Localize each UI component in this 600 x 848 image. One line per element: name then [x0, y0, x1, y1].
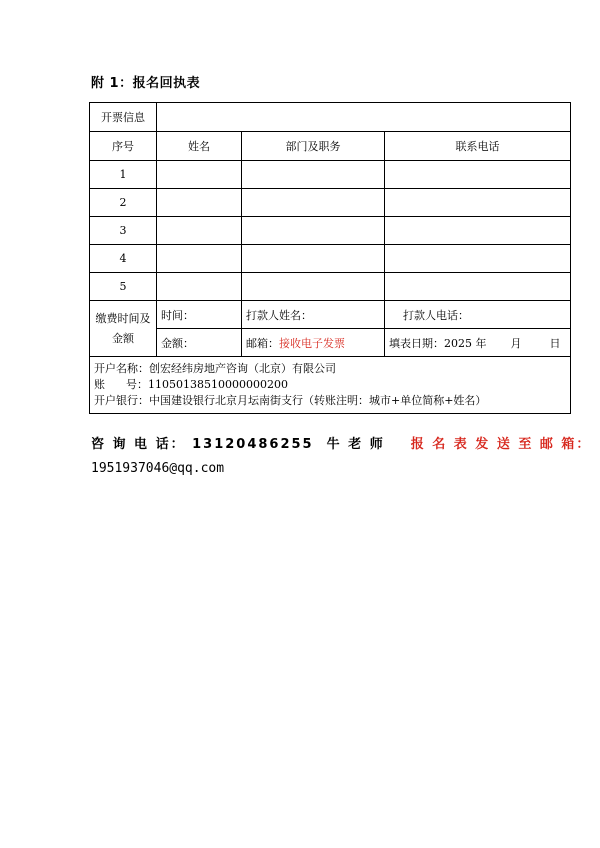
row-index: 3	[90, 217, 157, 245]
invoice-email-field[interactable]	[242, 329, 385, 357]
payment-time-field[interactable]: 时间：	[157, 301, 242, 329]
dept-field[interactable]	[242, 217, 385, 245]
contact-email[interactable]: 1951937046@qq.com	[91, 461, 225, 476]
payment-label: 缴费时间及金额	[90, 301, 157, 357]
email-note: 接收电子发票	[279, 336, 345, 350]
fill-date-month: 月	[510, 336, 522, 350]
registration-form-table	[89, 102, 571, 414]
header-index: 序号	[90, 132, 157, 161]
email-label: 邮箱：	[246, 336, 279, 350]
name-field[interactable]	[157, 273, 242, 301]
row-index: 1	[90, 161, 157, 189]
name-field[interactable]	[157, 217, 242, 245]
header-name: 姓名	[157, 132, 242, 161]
amount-field[interactable]: 金额：	[157, 329, 242, 357]
fill-date-day: 日	[549, 336, 561, 350]
bank-branch: 开户银行：中国建设银行北京月坛南街支行（转账注明：城市+单位简称+姓名）	[94, 394, 487, 407]
invoice-info-field[interactable]	[157, 103, 571, 132]
contact-line	[91, 433, 591, 452]
payer-phone-field[interactable]: 打款人电话：	[385, 301, 571, 329]
table-row	[90, 189, 571, 217]
fill-date-year: 填表日期：2025 年	[389, 336, 487, 350]
name-field[interactable]	[157, 189, 242, 217]
contact-email-label: 报 名 表 发 送 至 邮 箱：	[410, 437, 592, 452]
phone-field[interactable]	[385, 161, 571, 189]
dept-field[interactable]	[242, 161, 385, 189]
row-index: 2	[90, 189, 157, 217]
name-field[interactable]	[157, 161, 242, 189]
table-row	[90, 273, 571, 301]
bank-info	[90, 357, 571, 414]
row-index: 5	[90, 273, 157, 301]
header-dept: 部门及职务	[242, 132, 385, 161]
dept-field[interactable]	[242, 273, 385, 301]
invoice-info-label: 开票信息	[90, 103, 157, 132]
bank-account-number: 账 号：11050138510000000200	[94, 378, 288, 391]
name-field[interactable]	[157, 245, 242, 273]
phone-field[interactable]	[385, 245, 571, 273]
phone-field[interactable]	[385, 273, 571, 301]
row-index: 4	[90, 245, 157, 273]
bank-account-name: 开户名称：创宏经纬房地产咨询（北京）有限公司	[94, 362, 336, 375]
phone-field[interactable]	[385, 189, 571, 217]
table-row	[90, 245, 571, 273]
dept-field[interactable]	[242, 189, 385, 217]
phone-field[interactable]	[385, 217, 571, 245]
fill-date-field[interactable]	[385, 329, 571, 357]
header-phone: 联系电话	[385, 132, 571, 161]
contact-phone: 咨 询 电 话： 13120486255 牛 老 师	[91, 437, 385, 452]
dept-field[interactable]	[242, 245, 385, 273]
payer-name-field[interactable]: 打款人姓名：	[242, 301, 385, 329]
table-row	[90, 161, 571, 189]
table-row	[90, 217, 571, 245]
page-heading: 附 1：报名回执表	[91, 76, 201, 91]
